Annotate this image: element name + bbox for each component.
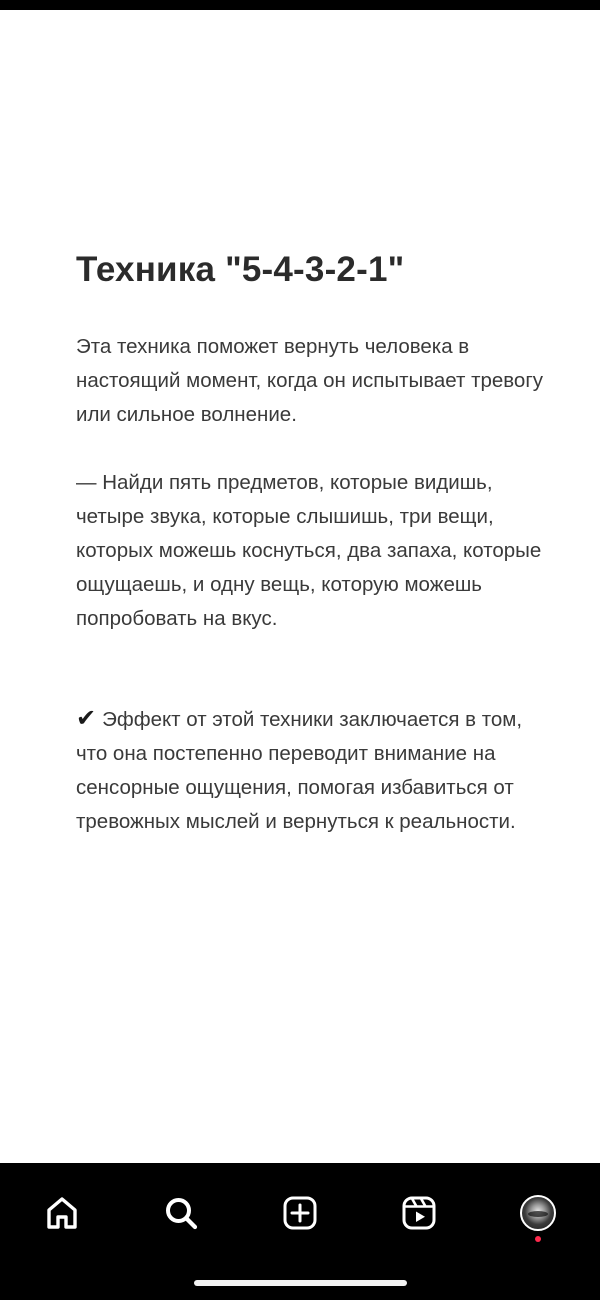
paragraph-intro: Эта техника поможет вернуть человека в настоящий момент, когда он испытывает тревогу или сильное волнение.	[76, 335, 544, 426]
profile-avatar	[520, 1195, 556, 1231]
nav-profile-button[interactable]	[512, 1187, 564, 1239]
create-post-icon	[282, 1195, 318, 1231]
home-indicator[interactable]	[194, 1280, 407, 1286]
paragraph-effect	[76, 702, 556, 839]
nav-create-button[interactable]	[274, 1187, 326, 1239]
notification-dot	[535, 1236, 541, 1242]
search-icon	[163, 1195, 199, 1231]
post-content	[0, 10, 600, 1163]
nav-reels-button[interactable]	[393, 1187, 445, 1239]
nav-home-button[interactable]	[36, 1187, 88, 1239]
paragraph-effect-text: Эффект от этой техники заключается в том, что она постепенно переводит внимание на сенсорные ощущения, помогая избавиться от тревожных мыслей и вернуться к реальности.	[76, 708, 523, 833]
post-title: Техника "5-4-3-2-1"	[76, 250, 405, 289]
checkmark-icon: ✔	[76, 705, 97, 732]
status-bar-strip	[0, 0, 600, 10]
nav-search-button[interactable]	[155, 1187, 207, 1239]
home-icon	[44, 1195, 80, 1231]
bottom-navigation	[0, 1163, 600, 1300]
reels-icon	[401, 1195, 437, 1231]
paragraph-instructions: — Найди пять предметов, которые видишь, четыре звука, которые слышишь, три вещи, которых можешь коснуться, два запаха, которые ощущаешь, и одну вещь, которую можешь попробовать на вкус.	[76, 471, 542, 630]
